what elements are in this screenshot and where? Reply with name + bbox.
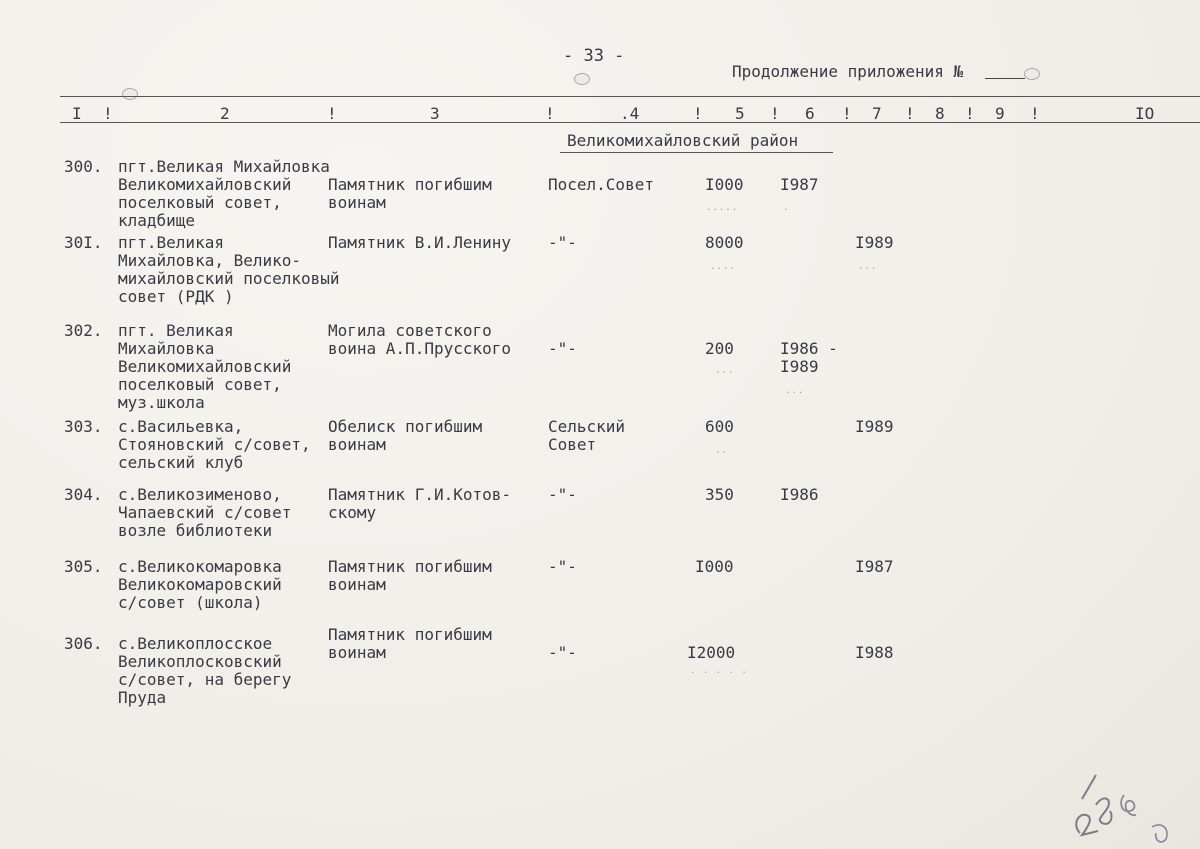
handwritten-folio-mark — [1062, 765, 1172, 845]
row-owner: -"- — [548, 557, 577, 576]
faint-dots: ... — [785, 386, 805, 396]
row-owner: Сельский Совет — [548, 417, 626, 454]
row-cost: I000 — [695, 557, 734, 576]
row-location: с.Великоплосское Великоплосковский с/совет, на берегу Пруда — [118, 634, 292, 707]
district-title: Великомихайловский район — [567, 131, 799, 150]
col-header-sep: ! — [842, 104, 852, 123]
col-header-sep: ! — [770, 104, 780, 123]
punch-hole-mark — [1024, 68, 1040, 80]
col-header-sep: ! — [1030, 104, 1040, 123]
row-owner: -"- — [548, 485, 577, 504]
row-object: Обелиск погибшим воинам — [328, 417, 483, 454]
row-number: 304. — [64, 485, 103, 504]
col-header-3: 3 — [430, 104, 440, 123]
row-cost: 600 — [705, 417, 734, 436]
faint-dots: ..... — [706, 203, 739, 213]
row-object: Памятник погибшим воинам — [328, 175, 492, 212]
row-year-7: I988 — [855, 643, 894, 662]
col-header-6: 6 — [805, 104, 815, 123]
row-year-7: I987 — [855, 557, 894, 576]
row-number: 305. — [64, 557, 103, 576]
faint-dots: ... — [715, 366, 735, 376]
row-owner: -"- — [548, 233, 577, 252]
col-header-7: 7 — [872, 104, 882, 123]
faint-dots: .... — [710, 262, 736, 272]
col-header-9: 9 — [995, 104, 1005, 123]
col-header-1: I — [72, 104, 82, 123]
page-number: - 33 - — [563, 46, 625, 66]
row-number: 30I. — [64, 233, 103, 252]
row-year-7: I989 — [855, 417, 894, 436]
row-owner: -"- — [548, 339, 577, 358]
header-bottom-rule — [60, 122, 1200, 123]
row-object: Памятник погибшим воинам — [328, 557, 492, 594]
col-header-sep: ! — [905, 104, 915, 123]
row-number: 302. — [64, 321, 103, 340]
col-header-sep: ! — [103, 104, 113, 123]
faint-dots: ... — [858, 262, 878, 272]
row-location: пгт. Великая Михайловка Великомихайловский поселковый совет, муз.школа — [118, 321, 292, 412]
row-number: 303. — [64, 417, 103, 436]
col-header-10: IO — [1135, 104, 1155, 123]
row-object: Памятник погибшим воинам — [328, 625, 492, 662]
row-owner: Посел.Совет — [548, 175, 654, 194]
row-year-6: I986 - I989 — [780, 339, 838, 376]
row-number: 306. — [64, 634, 103, 653]
faint-dots: . — [783, 203, 790, 213]
row-number: 300. — [64, 157, 103, 176]
faint-dots: . . . . . — [690, 666, 748, 676]
row-cost: 350 — [705, 485, 734, 504]
row-location: с.Васильевка, Стояновский с/совет, сельский клуб — [118, 417, 311, 472]
col-header-sep: ! — [545, 104, 555, 123]
col-header-sep: ! — [693, 104, 703, 123]
row-year-6: I987 — [780, 175, 819, 194]
punch-hole-mark — [574, 73, 590, 85]
row-location: пгт.Великая Михайловка Великомихайловский поселковый совет, кладбище — [118, 157, 330, 230]
col-header-sep: ! — [965, 104, 975, 123]
row-location: с.Великокомаровка Великокомаровский с/совет (школа) — [118, 557, 282, 612]
row-object: Могила советского воина А.П.Прусского — [328, 321, 512, 358]
district-underline — [560, 152, 833, 153]
col-header-2: 2 — [220, 104, 230, 123]
col-header-5: 5 — [735, 104, 745, 123]
header-top-rule — [60, 96, 1200, 97]
continuation-label: Продолжение приложения № — [732, 62, 964, 81]
row-cost: I2000 — [687, 643, 736, 662]
punch-hole-mark — [122, 88, 138, 100]
row-location: пгт.Великая Михайловка, Велико- михайловский поселковый совет (РДК ) — [118, 233, 340, 306]
row-year-6: I986 — [780, 485, 819, 504]
faint-dots: .. — [715, 446, 728, 456]
col-header-8: 8 — [935, 104, 945, 123]
row-object: Памятник В.И.Ленину — [328, 233, 512, 252]
col-header-4: .4 — [620, 104, 640, 123]
row-cost: 8000 — [705, 233, 744, 252]
col-header-sep: ! — [327, 104, 337, 123]
continuation-blank-line — [985, 78, 1025, 79]
row-year-7: I989 — [855, 233, 894, 252]
row-location: с.Великозименово, Чапаевский с/совет возле библиотеки — [118, 485, 292, 540]
row-cost: I000 — [705, 175, 744, 194]
row-owner: -"- — [548, 643, 577, 662]
row-cost: 200 — [705, 339, 734, 358]
row-object: Памятник Г.И.Котов- скому — [328, 485, 512, 522]
